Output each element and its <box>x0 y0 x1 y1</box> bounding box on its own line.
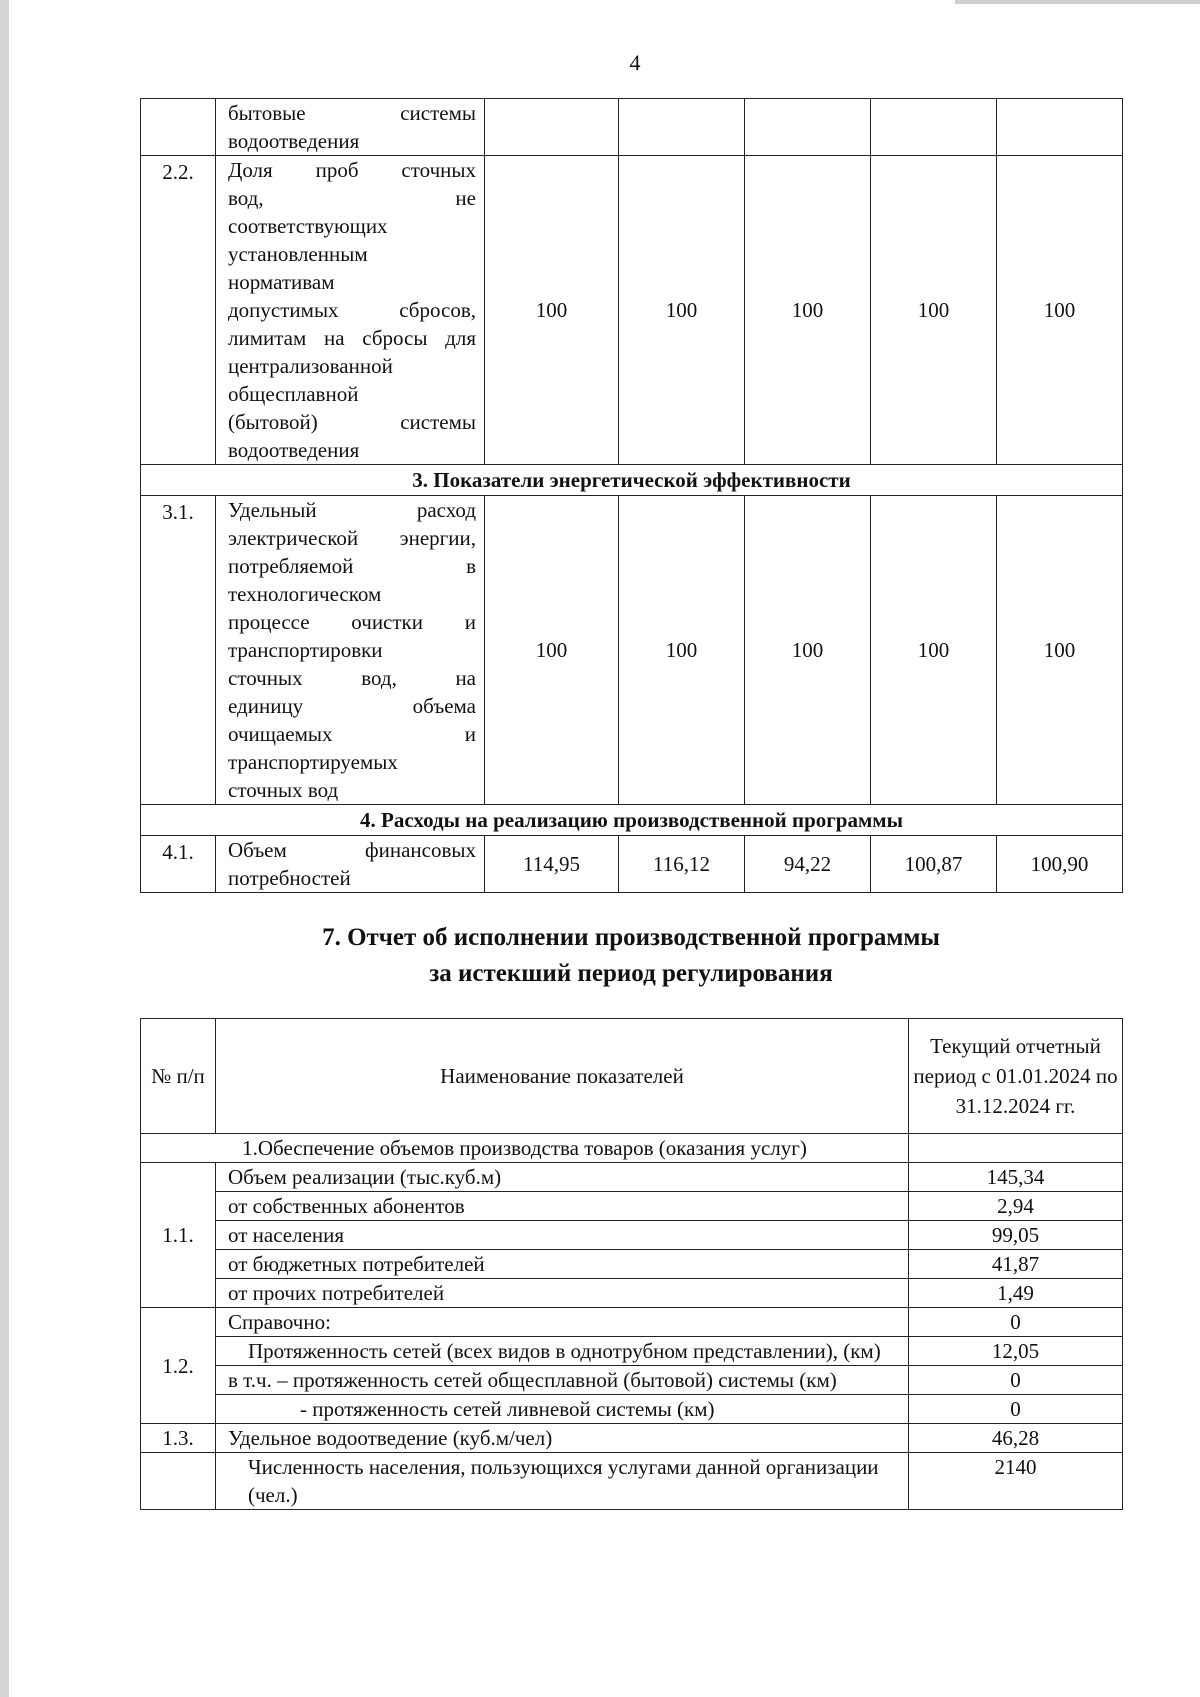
section-title: 7. Отчет об исполнении производственной программы за истекший период регулирования <box>322 924 940 987</box>
table-row <box>141 496 1123 805</box>
column-header-number: № п/п <box>141 1019 216 1134</box>
value-cell: 100 <box>619 156 745 465</box>
row-number: 4.1. <box>141 836 216 893</box>
value-cell: 0 <box>909 1308 1123 1337</box>
table-row <box>141 1279 1123 1308</box>
value-cell: 116,12 <box>619 836 745 893</box>
indicator-name: Протяженность сетей (всех видов в однотрубном представлении), (км) <box>216 1337 909 1366</box>
row-number: 1.1. <box>141 1163 216 1308</box>
value-cell: 99,05 <box>909 1221 1123 1250</box>
table-row <box>141 1163 1123 1192</box>
table-row <box>141 1337 1123 1366</box>
indicator-name: Удельный расход электрической энергии, потребляемой в технологическом процессе очистки и транспортировки сточных вод, на единицу объема очищаемых и транспортируемых сточных вод <box>216 496 485 805</box>
table-row <box>141 1366 1123 1395</box>
value-cell: 100,90 <box>997 836 1123 893</box>
indicator-name: от прочих потребителей <box>216 1279 909 1308</box>
indicator-name: от бюджетных потребителей <box>216 1250 909 1279</box>
row-number: 3.1. <box>141 496 216 805</box>
indicator-name: Объем финансовых потребностей <box>216 836 485 893</box>
row-number: 2.2. <box>141 156 216 465</box>
table-row <box>141 836 1123 893</box>
table-row <box>141 1453 1123 1510</box>
value-cell: 0 <box>909 1366 1123 1395</box>
value-cell: 100 <box>745 156 871 465</box>
page-number: 4 <box>629 50 641 75</box>
column-header-period: Текущий отчетный период с 01.01.2024 по 31.12.2024 гг. <box>909 1019 1123 1134</box>
indicator-name: Доля проб сточных вод, не соответствующих установленным нормативам допустимых сбросов, лимитам на сбросы для централизованной общесплавной (бытовой) системы водоотведения <box>216 156 485 465</box>
table-row <box>141 1192 1123 1221</box>
indicators-table <box>140 98 1123 893</box>
group-row <box>141 1134 1123 1163</box>
value-cell: 100 <box>997 156 1123 465</box>
value-cell: 0 <box>909 1395 1123 1424</box>
section-heading: 3. Показатели энергетической эффективности <box>141 465 1123 496</box>
value-cell: 94,22 <box>745 836 871 893</box>
table-row <box>141 1221 1123 1250</box>
value-cell: 46,28 <box>909 1424 1123 1453</box>
indicator-name: от населения <box>216 1221 909 1250</box>
value-cell: 100 <box>871 496 997 805</box>
indicator-name: - протяженность сетей ливневой системы (км) <box>216 1395 909 1424</box>
column-header-name: Наименование показателей <box>216 1019 909 1134</box>
value-cell: 100 <box>485 156 619 465</box>
scan-edge <box>0 0 9 1697</box>
section-heading: 4. Расходы на реализацию производственной программы <box>141 805 1123 836</box>
indicator-name: в т.ч. – протяженность сетей общесплавной (бытовой) системы (км) <box>216 1366 909 1395</box>
value-cell: 100 <box>485 496 619 805</box>
table-row <box>141 1308 1123 1337</box>
table-row <box>141 156 1123 465</box>
section-row <box>141 805 1123 836</box>
table-header <box>141 1019 1123 1134</box>
indicator-name: от собственных абонентов <box>216 1192 909 1221</box>
table-row <box>141 1250 1123 1279</box>
value-cell: 1,49 <box>909 1279 1123 1308</box>
value-cell: 100 <box>997 496 1123 805</box>
value-cell: 100 <box>619 496 745 805</box>
indicator-name: Справочно: <box>216 1308 909 1337</box>
indicator-name: Удельное водоотведение (куб.м/чел) <box>216 1424 909 1453</box>
value-cell: 2,94 <box>909 1192 1123 1221</box>
value-cell: 145,34 <box>909 1163 1123 1192</box>
value-cell: 100 <box>871 156 997 465</box>
row-number: 1.3. <box>141 1424 216 1453</box>
indicator-name: Объем реализации (тыс.куб.м) <box>216 1163 909 1192</box>
indicator-name: бытовые системы водоотведения <box>216 99 485 156</box>
table-row <box>141 1395 1123 1424</box>
scan-edge-top <box>955 0 1200 4</box>
group-heading: 1.Обеспечение объемов производства товаров (оказания услуг) <box>141 1134 909 1163</box>
value-cell: 12,05 <box>909 1337 1123 1366</box>
report-table <box>140 1018 1123 1510</box>
row-number: 1.2. <box>141 1308 216 1424</box>
value-cell: 41,87 <box>909 1250 1123 1279</box>
value-cell: 100,87 <box>871 836 997 893</box>
section-row <box>141 465 1123 496</box>
indicator-name: Численность населения, пользующихся услугами данной организации (чел.) <box>216 1453 909 1510</box>
value-cell: 114,95 <box>485 836 619 893</box>
table-row <box>141 99 1123 156</box>
value-cell: 2140 <box>909 1453 1123 1510</box>
value-cell: 100 <box>745 496 871 805</box>
row-number <box>141 99 216 156</box>
table-row <box>141 1424 1123 1453</box>
